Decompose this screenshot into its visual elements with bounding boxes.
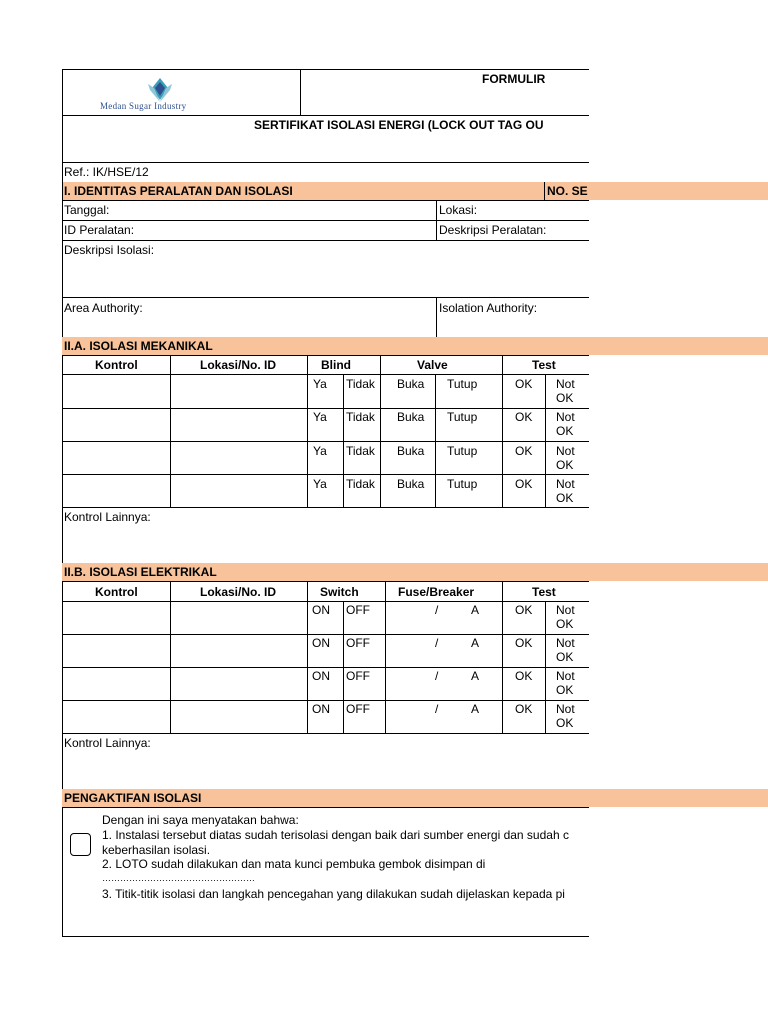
tidak-option[interactable]: Tidak <box>346 477 375 491</box>
on-option[interactable]: ON <box>312 603 330 617</box>
section-identitas-band: I. IDENTITAS PERALATAN DAN ISOLASI <box>62 182 768 200</box>
ok-option[interactable]: OK <box>515 669 533 683</box>
off-option[interactable]: OFF <box>346 669 370 683</box>
confirmation-checkbox[interactable] <box>70 833 91 856</box>
ya-option[interactable]: Ya <box>313 377 327 391</box>
not-ok-option[interactable]: Not OK <box>556 702 575 730</box>
declaration-point-1-cont: keberhasilan isolasi. <box>102 843 211 857</box>
fuse-ampere[interactable]: A <box>471 669 480 683</box>
tanggal-field[interactable]: Tanggal: <box>64 203 110 217</box>
ok-option[interactable]: OK <box>515 636 533 650</box>
declaration-dotted-line[interactable]: …………………………………………… <box>102 873 255 883</box>
off-option[interactable]: OFF <box>346 603 370 617</box>
company-name: Medan Sugar Industry <box>100 101 187 111</box>
ok-option[interactable]: OK <box>515 603 533 617</box>
declaration-point-1: 1. Instalasi tersebut diatas sudah terisolasi dengan baik dari sumber energi dan sudah c <box>102 828 569 842</box>
deskripsi-peralatan-field[interactable]: Deskripsi Peralatan: <box>439 223 547 237</box>
not-ok-option[interactable]: Not OK <box>556 603 575 631</box>
declaration-point-2: 2. LOTO sudah dilakukan dan mata kunci pembuka gembok disimpan di <box>102 857 486 871</box>
buka-option[interactable]: Buka <box>397 410 425 424</box>
form-label: FORMULIR <box>482 72 546 86</box>
reference-number: Ref.: IK/HSE/12 <box>64 165 149 179</box>
elk-header-fuse: Fuse/Breaker <box>398 585 475 599</box>
ok-option[interactable]: OK <box>515 410 533 424</box>
buka-option[interactable]: Buka <box>397 377 425 391</box>
not-ok-option[interactable]: Not OK <box>556 477 575 505</box>
no-sertifikat-label: NO. SE <box>547 184 588 198</box>
elk-header-switch: Switch <box>320 585 359 599</box>
mek-header-kontrol: Kontrol <box>95 358 138 372</box>
area-authority-field[interactable]: Area Authority: <box>64 301 143 315</box>
section-elektrikal-band: II.B. ISOLASI ELEKTRIKAL <box>62 563 768 581</box>
tutup-option[interactable]: Tutup <box>447 377 478 391</box>
mek-header-valve: Valve <box>417 358 448 372</box>
fuse-slash: / <box>435 603 439 617</box>
ok-option[interactable]: OK <box>515 702 533 716</box>
tutup-option[interactable]: Tutup <box>447 477 478 491</box>
off-option[interactable]: OFF <box>346 702 370 716</box>
tidak-option[interactable]: Tidak <box>346 444 375 458</box>
fuse-slash: / <box>435 702 439 716</box>
mek-header-test: Test <box>532 358 556 372</box>
lokasi-field[interactable]: Lokasi: <box>439 203 478 217</box>
not-ok-option[interactable]: Not OK <box>556 636 575 664</box>
form-title: SERTIFIKAT ISOLASI ENERGI (LOCK OUT TAG OU <box>254 118 544 132</box>
elk-header-lokasi: Lokasi/No. ID <box>200 585 277 599</box>
not-ok-option[interactable]: Not OK <box>556 444 575 472</box>
on-option[interactable]: ON <box>312 702 330 716</box>
section-mekanikal-band: II.A. ISOLASI MEKANIKAL <box>62 337 768 355</box>
ok-option[interactable]: OK <box>515 477 533 491</box>
section-pengaktifan-band: PENGAKTIFAN ISOLASI <box>62 789 768 807</box>
ok-option[interactable]: OK <box>515 377 533 391</box>
ya-option[interactable]: Ya <box>313 444 327 458</box>
ok-option[interactable]: OK <box>515 444 533 458</box>
off-option[interactable]: OFF <box>346 636 370 650</box>
deskripsi-isolasi-field[interactable]: Deskripsi Isolasi: <box>64 243 155 257</box>
not-ok-option[interactable]: Not OK <box>556 669 575 697</box>
fuse-slash: / <box>435 669 439 683</box>
tutup-option[interactable]: Tutup <box>447 410 478 424</box>
elk-header-kontrol: Kontrol <box>95 585 138 599</box>
declaration-intro: Dengan ini saya menyatakan bahwa: <box>102 813 299 827</box>
company-logo <box>140 76 180 104</box>
on-option[interactable]: ON <box>312 669 330 683</box>
isolation-authority-field[interactable]: Isolation Authority: <box>439 301 538 315</box>
mek-header-lokasi: Lokasi/No. ID <box>200 358 277 372</box>
id-peralatan-field[interactable]: ID Peralatan: <box>64 223 135 237</box>
tidak-option[interactable]: Tidak <box>346 377 375 391</box>
mek-header-blind: Blind <box>321 358 351 372</box>
elk-kontrol-lainnya[interactable]: Kontrol Lainnya: <box>64 736 151 750</box>
fuse-ampere[interactable]: A <box>471 603 480 617</box>
not-ok-option[interactable]: Not OK <box>556 410 575 438</box>
fuse-ampere[interactable]: A <box>471 702 480 716</box>
mek-kontrol-lainnya[interactable]: Kontrol Lainnya: <box>64 510 151 524</box>
fuse-slash: / <box>435 636 439 650</box>
fuse-ampere[interactable]: A <box>471 636 480 650</box>
tidak-option[interactable]: Tidak <box>346 410 375 424</box>
elk-header-test: Test <box>532 585 556 599</box>
buka-option[interactable]: Buka <box>397 477 425 491</box>
tutup-option[interactable]: Tutup <box>447 444 478 458</box>
declaration-point-3: 3. Titik-titik isolasi dan langkah pencegahan yang dilakukan sudah dijelaskan kepada pi <box>102 887 565 901</box>
not-ok-option[interactable]: Not OK <box>556 377 575 405</box>
ya-option[interactable]: Ya <box>313 410 327 424</box>
ya-option[interactable]: Ya <box>313 477 327 491</box>
on-option[interactable]: ON <box>312 636 330 650</box>
buka-option[interactable]: Buka <box>397 444 425 458</box>
